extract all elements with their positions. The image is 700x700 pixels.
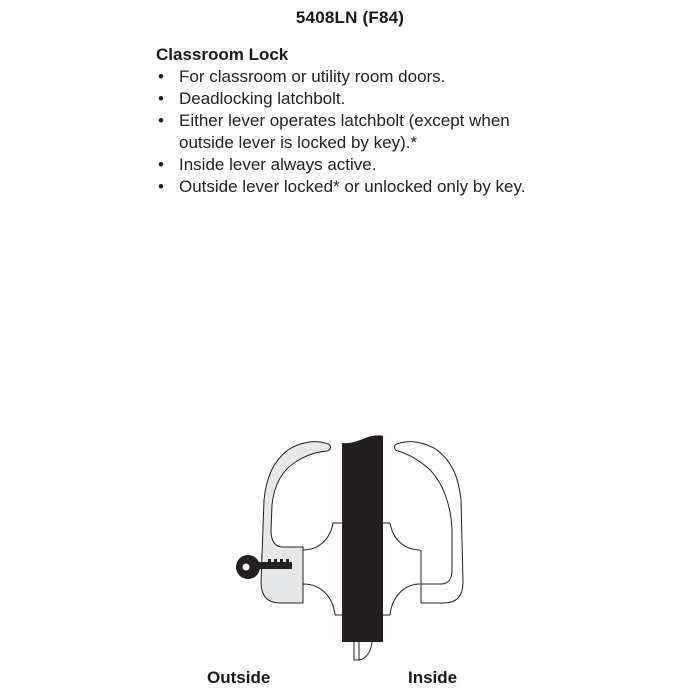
list-item-text: Either lever operates latchbolt (except when outside lever is locked by key).* [179, 111, 510, 152]
outside-lever-icon [261, 442, 331, 603]
bullet-icon: • [158, 155, 164, 174]
inside-label: Inside [408, 668, 458, 687]
list-item-text: For classroom or utility room doors. [179, 67, 446, 86]
list-item-text: Outside lever locked* or unlocked only by key. [179, 177, 526, 196]
model-title: 5408LN (F84) [295, 8, 405, 27]
bullet-icon: • [158, 177, 164, 196]
list-item-text: Deadlocking latchbolt. [179, 89, 346, 108]
bullet-icon: • [158, 89, 164, 108]
bullet-icon: • [158, 111, 164, 130]
door-icon [342, 435, 383, 660]
inside-lever-icon [394, 442, 463, 603]
function-heading: Classroom Lock [156, 45, 289, 64]
inside-rose-icon [383, 523, 421, 615]
outside-rose-icon [303, 523, 342, 615]
bullet-icon: • [158, 67, 164, 86]
outside-label: Outside [207, 668, 271, 687]
list-item-text: Inside lever always active. [179, 155, 377, 174]
